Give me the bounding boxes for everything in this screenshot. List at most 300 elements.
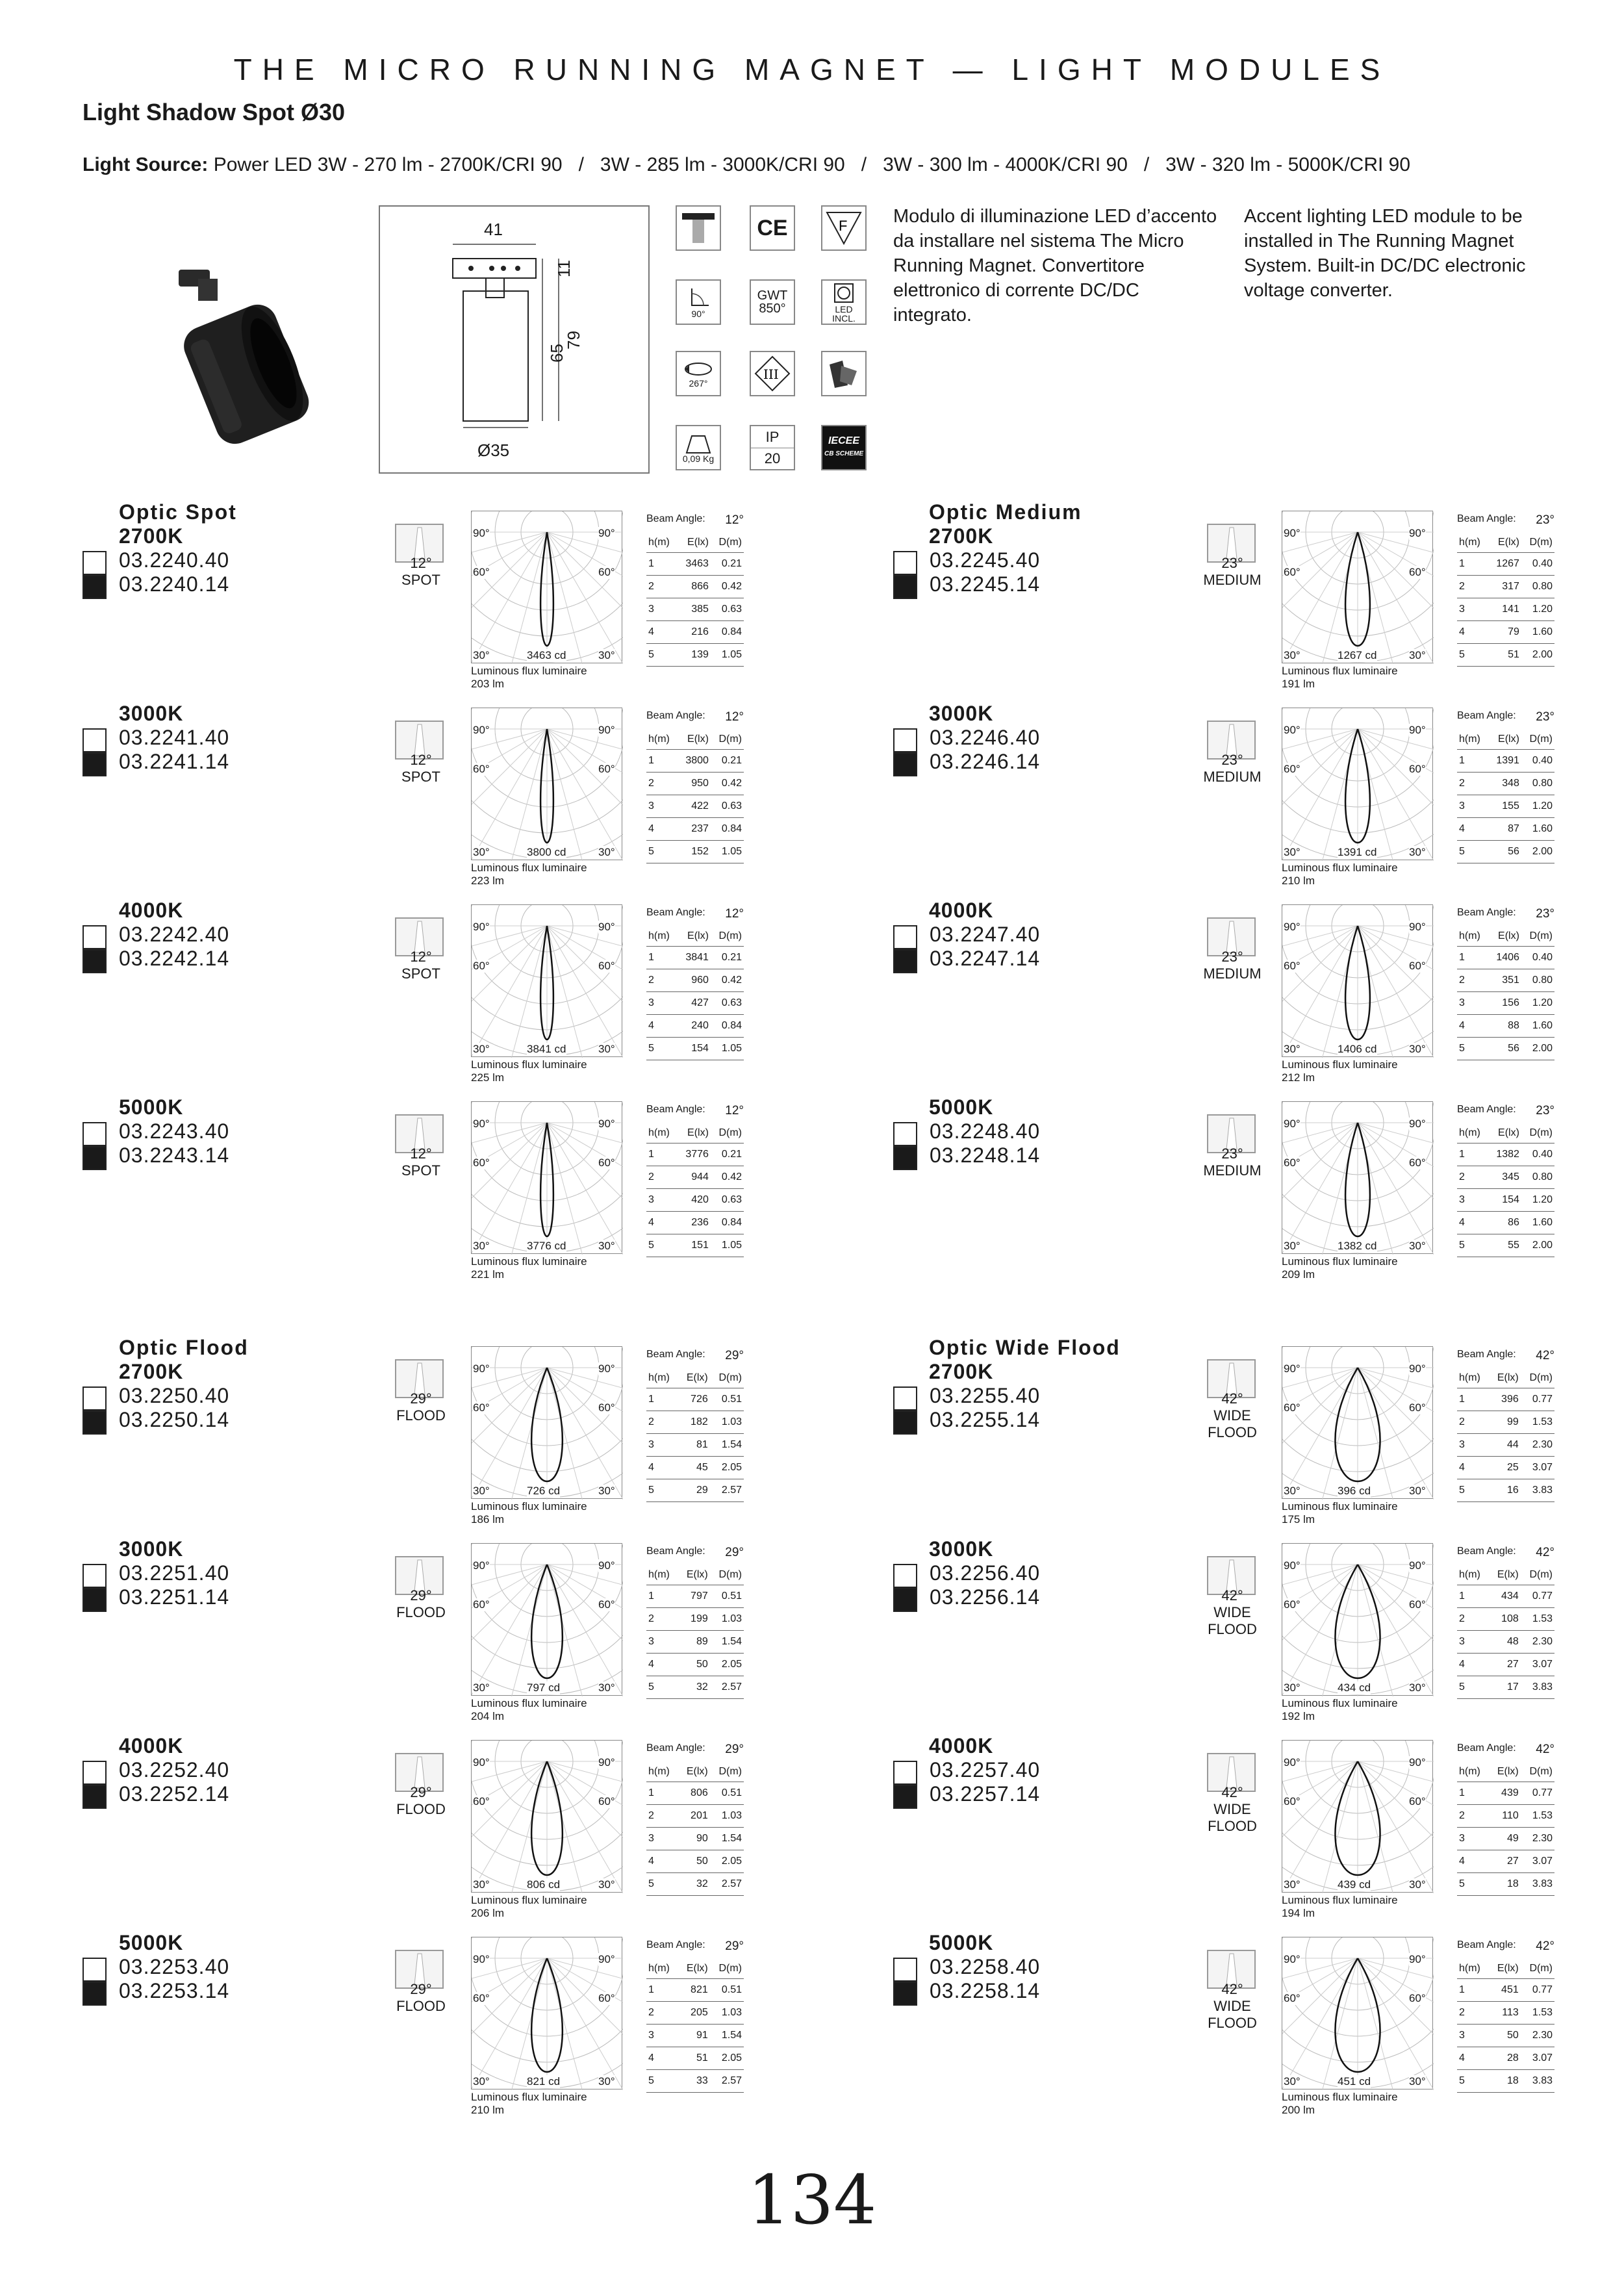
product-code: 03.2246.40 [930, 726, 1041, 749]
color-temperature: 2700K [929, 1360, 994, 1383]
table-row [646, 817, 744, 840]
beam-angle-value: 12° [410, 555, 432, 571]
color-temperature: 5000K [119, 1095, 184, 1119]
table-cell: 3 [646, 1827, 678, 1850]
polar-diagram [1282, 1101, 1433, 1254]
beam-angle-value: 12° [410, 752, 432, 768]
candela-value: 797 cd [527, 1681, 561, 1694]
table-cell: 55 [1488, 1234, 1521, 1257]
black-swatch [82, 1785, 107, 1809]
table-cell: 2 [1457, 772, 1488, 795]
table-row [1457, 1585, 1554, 1607]
table-row [646, 1234, 744, 1257]
candela-value: 1406 cd [1338, 1043, 1377, 1055]
beam-angle-value: 29° [410, 1587, 432, 1603]
table-cell: 79 [1488, 620, 1521, 643]
beam-angle-label: Beam Angle: [646, 1349, 705, 1360]
rotation-267-icon [676, 351, 721, 396]
white-swatch [82, 925, 107, 949]
illuminance-grid [1457, 1959, 1554, 2093]
illuminance-grid [1457, 533, 1554, 667]
table-cell: 3463 [678, 552, 711, 575]
polar-angle-label: 60° [1409, 1598, 1426, 1611]
dim-diameter: Ø35 [477, 441, 510, 460]
beam-type-name: FLOOD [396, 1998, 446, 2014]
luminous-flux-value: 186 lm [471, 1513, 505, 1526]
code-black-finish [893, 1143, 1040, 1168]
beam-type-name: MEDIUM [1203, 572, 1262, 588]
table-cell: 5 [646, 1872, 678, 1895]
illuminance-table [1457, 1743, 1554, 1896]
polar-angle-label: 60° [473, 1795, 490, 1808]
candela-value: 451 cd [1338, 2075, 1371, 2088]
white-swatch [893, 925, 917, 949]
table-cell: 3776 [678, 1143, 711, 1166]
beam-angle-row [1457, 1104, 1554, 1123]
black-swatch [893, 1982, 917, 2006]
polar-angle-label: 60° [1284, 960, 1300, 972]
polar-angle-label: 30° [1409, 2075, 1426, 2088]
column-header: E(lx) [678, 1959, 710, 1978]
table-cell: 1 [646, 1143, 678, 1166]
beam-angle-value: 23° [1536, 907, 1554, 921]
table-cell: 2.57 [710, 2069, 744, 2092]
table-cell: 5 [646, 1676, 678, 1698]
white-swatch [893, 728, 917, 752]
table-row [646, 1782, 744, 1804]
table-cell: 1 [646, 1585, 678, 1607]
table-cell: 5 [646, 1234, 678, 1257]
table-cell: 1 [646, 1782, 678, 1804]
beam-angle-label: Beam Angle: [1457, 1104, 1516, 1115]
table-cell: 151 [678, 1234, 711, 1257]
luminous-flux-value: 194 lm [1282, 1907, 1315, 1919]
black-swatch [893, 752, 917, 776]
illuminance-grid [646, 1368, 744, 1502]
luminous-flux-block [1282, 2091, 1398, 2117]
polar-diagram [471, 1346, 622, 1499]
rotation-267-label: 267° [689, 378, 708, 389]
led-included-icon [821, 279, 867, 325]
table-row [646, 1804, 744, 1827]
polar-angle-label: 60° [1409, 1795, 1426, 1808]
polar-angle-label: 60° [598, 1795, 615, 1808]
beam-angle-row [1457, 1939, 1554, 1959]
table-cell: 2 [646, 1607, 678, 1630]
table-row [1457, 620, 1554, 643]
table-cell: 0.77 [1521, 1782, 1554, 1804]
white-swatch [82, 1761, 107, 1785]
polar-angle-label: 90° [473, 1953, 490, 1965]
product-code: 03.2245.40 [930, 548, 1041, 572]
table-cell: 1.53 [1521, 2001, 1554, 2024]
column-header: D(m) [1521, 730, 1554, 749]
beam-angle-value: 42° [1221, 1981, 1243, 1997]
table-cell: 4 [1457, 817, 1488, 840]
table-row [646, 1676, 744, 1698]
code-black-finish [82, 1979, 229, 2003]
polar-angle-label: 90° [1409, 1953, 1426, 1965]
white-swatch [893, 1958, 917, 1982]
beam-label [1197, 1784, 1268, 1835]
table-cell: 1.20 [1521, 991, 1554, 1014]
weight-icon [676, 425, 721, 470]
polar-angle-label: 90° [1409, 527, 1426, 539]
beam-angle-row [646, 1939, 744, 1959]
beam-angle-value: 29° [725, 1939, 744, 1953]
beam-label [385, 1145, 457, 1179]
table-cell: 0.77 [1521, 1585, 1554, 1607]
table-cell: 154 [678, 1037, 711, 1060]
luminous-flux-label: Luminous flux luminaire [1282, 1894, 1398, 1906]
product-code: 03.2242.40 [119, 923, 230, 946]
polar-angle-label: 30° [1409, 1878, 1426, 1891]
table-cell: 396 [1489, 1388, 1521, 1411]
table-cell: 348 [1488, 772, 1521, 795]
polar-angle-label: 30° [1409, 649, 1426, 661]
table-cell: 48 [1489, 1630, 1521, 1653]
table-cell: 5 [646, 1479, 678, 1501]
table-cell: 3 [646, 991, 678, 1014]
product-entry [893, 1730, 1040, 1806]
table-row [646, 991, 744, 1014]
color-temperature: 3000K [929, 1537, 994, 1561]
product-entry [82, 500, 237, 596]
black-swatch [82, 1982, 107, 2006]
luminous-flux-label: Luminous flux luminaire [471, 1058, 587, 1071]
table-cell: 3.83 [1521, 1676, 1554, 1698]
column-header: D(m) [711, 730, 744, 749]
beam-type-name: MEDIUM [1203, 1162, 1262, 1179]
luminous-flux-label: Luminous flux luminaire [471, 862, 587, 874]
polar-angle-label: 30° [1409, 846, 1426, 858]
white-swatch [82, 1122, 107, 1146]
beam-angle-value: 29° [410, 1390, 432, 1407]
color-temperature: 2700K [119, 1360, 184, 1383]
product-entry [893, 894, 1040, 971]
table-cell: 2.30 [1521, 1827, 1554, 1850]
table-cell: 345 [1488, 1166, 1521, 1188]
optic-title: Optic Spot [119, 500, 237, 524]
table-row [1457, 1188, 1554, 1211]
product-subtitle: Light Shadow Spot Ø30 [82, 99, 345, 125]
table-cell: 51 [678, 2047, 710, 2069]
table-row [1457, 643, 1554, 666]
table-row [646, 1630, 744, 1653]
polar-diagram [1282, 1937, 1433, 2089]
product-code: 03.2248.40 [930, 1119, 1041, 1143]
beam-angle-value: 29° [725, 1349, 744, 1362]
svg-text:III: III [763, 366, 779, 382]
table-row [1457, 575, 1554, 598]
table-cell: 155 [1488, 795, 1521, 817]
luminous-flux-label: Luminous flux luminaire [471, 2091, 587, 2103]
table-header-row [1457, 1123, 1554, 1143]
table-cell: 4 [646, 1456, 678, 1479]
beam-type-name: FLOOD [396, 1604, 446, 1620]
table-cell: 0.51 [710, 1978, 744, 2001]
beam-angle-row [1457, 1349, 1554, 1368]
column-header: D(m) [1521, 533, 1554, 552]
color-temperature: 4000K [119, 1734, 184, 1757]
product-entry [893, 697, 1040, 774]
column-header: E(lx) [678, 1123, 711, 1143]
product-code: 03.2242.14 [119, 947, 230, 970]
description-italian: Modulo di illuminazione LED d’accento da installare nel sistema The Micro Running Magnet. Convertitore elettronico di corrente DC/DC integrato. [893, 206, 1217, 326]
polar-angle-label: 60° [1284, 1598, 1300, 1611]
polar-diagram [1282, 1740, 1433, 1893]
table-cell: 2.57 [710, 1872, 744, 1895]
column-header: E(lx) [1488, 533, 1521, 552]
table-cell: 3 [1457, 2024, 1489, 2047]
table-row [646, 1433, 744, 1456]
column-header: E(lx) [1488, 730, 1521, 749]
product-photo [159, 263, 315, 452]
beam-angle-value: 42° [1536, 1546, 1554, 1559]
luminous-flux-label: Luminous flux luminaire [471, 1500, 587, 1513]
table-row [646, 969, 744, 991]
table-cell: 4 [1457, 2047, 1489, 2069]
beam-angle-value: 29° [410, 1784, 432, 1800]
table-header-row [646, 730, 744, 749]
code-black-finish [82, 1782, 229, 1806]
table-cell: 0.40 [1521, 1143, 1554, 1166]
table-row [1457, 991, 1554, 1014]
illuminance-grid [646, 533, 744, 667]
table-row [646, 2069, 744, 2092]
table-cell: 2.05 [710, 1653, 744, 1676]
luminous-flux-block [471, 1894, 587, 1920]
table-cell: 2.05 [710, 2047, 744, 2069]
polar-angle-label: 30° [1284, 846, 1300, 858]
table-cell: 154 [1488, 1188, 1521, 1211]
column-header: h(m) [1457, 926, 1488, 946]
table-cell: 3 [1457, 1630, 1489, 1653]
table-row [646, 575, 744, 598]
table-cell: 1 [646, 749, 678, 772]
column-header: E(lx) [678, 1368, 710, 1388]
luminous-flux-value: 223 lm [471, 875, 505, 887]
table-cell: 91 [678, 2024, 710, 2047]
beam-type-name: WIDE [1213, 1998, 1251, 2014]
column-header: D(m) [711, 533, 744, 552]
beam-angle-label: Beam Angle: [1457, 1743, 1516, 1754]
illuminance-table [646, 1546, 744, 1699]
polar-angle-label: 30° [473, 1043, 490, 1055]
table-cell: 216 [678, 620, 711, 643]
candela-value: 1391 cd [1338, 846, 1377, 858]
column-header: D(m) [1521, 1123, 1554, 1143]
table-cell: 18 [1489, 2069, 1521, 2092]
dim-height-top: 11 [554, 260, 574, 277]
black-swatch [82, 575, 107, 599]
polar-angle-label: 60° [598, 763, 615, 775]
table-cell: 3 [1457, 1827, 1489, 1850]
table-row [646, 2024, 744, 2047]
product-code: 03.2241.40 [119, 726, 230, 749]
column-header: h(m) [646, 926, 678, 946]
table-cell: 87 [1488, 817, 1521, 840]
table-cell: 1.05 [711, 1234, 744, 1257]
table-cell: 1.03 [710, 1607, 744, 1630]
table-cell: 2 [646, 969, 678, 991]
table-cell: 0.63 [711, 598, 744, 620]
table-row [1457, 1433, 1554, 1456]
table-cell: 420 [678, 1188, 711, 1211]
column-header: E(lx) [1489, 1565, 1521, 1585]
column-header: E(lx) [678, 730, 711, 749]
polar-angle-label: 30° [473, 1878, 490, 1891]
code-white-finish [893, 726, 1040, 750]
table-header-row [1457, 1565, 1554, 1585]
table-cell: 86 [1488, 1211, 1521, 1234]
illuminance-table [646, 1743, 744, 1896]
table-cell: 3 [1457, 598, 1488, 620]
beam-type-name: SPOT [401, 572, 440, 588]
table-cell: 422 [678, 795, 711, 817]
table-cell: 5 [1457, 643, 1488, 666]
candela-value: 726 cd [527, 1485, 561, 1497]
table-header-row [1457, 926, 1554, 946]
beam-angle-row [1457, 1546, 1554, 1565]
product-entry [82, 697, 229, 774]
polar-diagram [471, 1543, 622, 1696]
beam-angle-value: 42° [1221, 1390, 1243, 1407]
table-cell: 3 [1457, 795, 1488, 817]
table-header-row [646, 1959, 744, 1978]
table-row [646, 620, 744, 643]
polar-angle-label: 90° [1284, 1756, 1300, 1769]
beam-type-name: FLOOD [1208, 2015, 1257, 2031]
illuminance-table [1457, 710, 1554, 863]
polar-angle-label: 60° [1409, 960, 1426, 972]
table-cell: 45 [678, 1456, 710, 1479]
beam-angle-label: Beam Angle: [646, 710, 705, 721]
luminous-flux-block [471, 2091, 587, 2117]
table-row [646, 598, 744, 620]
column-header: D(m) [1521, 1762, 1554, 1782]
table-cell: 32 [678, 1676, 710, 1698]
luminous-flux-block [471, 1697, 587, 1723]
table-row [1457, 1479, 1554, 1501]
white-swatch [82, 1386, 107, 1411]
product-code: 03.2257.40 [930, 1758, 1041, 1782]
polar-angle-label: 90° [598, 1756, 615, 1769]
table-cell: 1 [1457, 1585, 1489, 1607]
table-row [646, 1850, 744, 1872]
polar-angle-label: 30° [598, 1485, 615, 1497]
table-cell: 3 [646, 1188, 678, 1211]
table-cell: 1391 [1488, 749, 1521, 772]
column-header: h(m) [1457, 1123, 1488, 1143]
table-cell: 0.21 [711, 946, 744, 969]
column-header: E(lx) [678, 926, 711, 946]
polar-angle-label: 60° [473, 1992, 490, 2004]
page-number: 134 [747, 2160, 877, 2240]
table-cell: 0.42 [711, 969, 744, 991]
polar-angle-label: 30° [1284, 1485, 1300, 1497]
illuminance-grid [646, 1959, 744, 2093]
illuminance-table [646, 1939, 744, 2093]
color-temperature: 3000K [119, 1537, 184, 1561]
polar-angle-label: 90° [1409, 1756, 1426, 1769]
table-cell: 427 [678, 991, 711, 1014]
table-row [646, 1653, 744, 1676]
beam-angle-label: Beam Angle: [1457, 513, 1516, 524]
table-cell: 2 [646, 1804, 678, 1827]
luminous-flux-block [471, 665, 587, 691]
beam-angle-value: 12° [725, 710, 744, 724]
polar-angle-label: 60° [473, 1598, 490, 1611]
beam-angle-value: 42° [1221, 1784, 1243, 1800]
product-code: 03.2255.40 [930, 1384, 1041, 1407]
column-header: h(m) [1457, 1959, 1489, 1978]
table-cell: 113 [1489, 2001, 1521, 2024]
table-cell: 950 [678, 772, 711, 795]
luminous-flux-block [1282, 1255, 1398, 1281]
illuminance-grid [646, 1565, 744, 1699]
beam-type-name: FLOOD [396, 1801, 446, 1817]
table-cell: 88 [1488, 1014, 1521, 1037]
table-cell: 3 [1457, 1433, 1489, 1456]
iecee-line1: IECEE [828, 435, 859, 446]
table-cell: 2.00 [1521, 1234, 1554, 1257]
table-cell: 1.03 [710, 1411, 744, 1433]
table-cell: 2 [1457, 1411, 1489, 1433]
luminous-flux-value: 175 lm [1282, 1513, 1315, 1526]
polar-angle-label: 60° [473, 1401, 490, 1414]
illuminance-table [1457, 1104, 1554, 1257]
polar-angle-label: 90° [1284, 527, 1300, 539]
luminous-flux-label: Luminous flux luminaire [1282, 665, 1398, 677]
table-cell: 2.00 [1521, 643, 1554, 666]
luminous-flux-value: 204 lm [471, 1710, 505, 1722]
code-black-finish [893, 947, 1040, 971]
table-row [1457, 598, 1554, 620]
table-cell: 4 [646, 2047, 678, 2069]
table-row [646, 1827, 744, 1850]
table-row [646, 946, 744, 969]
color-temperature: 5000K [929, 1931, 994, 1954]
product-entry [82, 1091, 229, 1168]
table-row [1457, 2024, 1554, 2047]
product-code: 03.2253.40 [119, 1955, 230, 1978]
luminous-flux-value: 192 lm [1282, 1710, 1315, 1722]
polar-angle-label: 60° [473, 960, 490, 972]
illuminance-table [1457, 1939, 1554, 2093]
beam-angle-row [646, 513, 744, 533]
table-cell: 1.60 [1521, 817, 1554, 840]
beam-angle-value: 42° [1221, 1587, 1243, 1603]
polar-angle-label: 30° [1284, 1240, 1300, 1252]
table-cell: 50 [678, 1653, 710, 1676]
table-cell: 3.07 [1521, 1850, 1554, 1872]
table-cell: 33 [678, 2069, 710, 2092]
beam-angle-row [1457, 1743, 1554, 1762]
code-black-finish [893, 1782, 1040, 1806]
polar-angle-label: 30° [598, 1681, 615, 1694]
table-cell: 0.80 [1521, 969, 1554, 991]
color-temperature: 4000K [119, 899, 184, 922]
candela-value: 434 cd [1338, 1681, 1371, 1694]
beam-angle-value: 42° [1536, 1743, 1554, 1756]
light-source-text: Power LED 3W - 270 lm - 2700K/CRI 90 / 3W - 285 lm - 3000K/CRI 90 / 3W - 300 lm - 4000K/CRI 90 / 3W - 320 lm - 5000K/CRI 90 [213, 154, 1411, 175]
polar-angle-label: 90° [598, 1362, 615, 1375]
polar-angle-label: 60° [1284, 1992, 1300, 2004]
table-cell: 25 [1489, 1456, 1521, 1479]
luminous-flux-block [471, 1500, 587, 1526]
table-cell: 1 [1457, 1978, 1489, 2001]
